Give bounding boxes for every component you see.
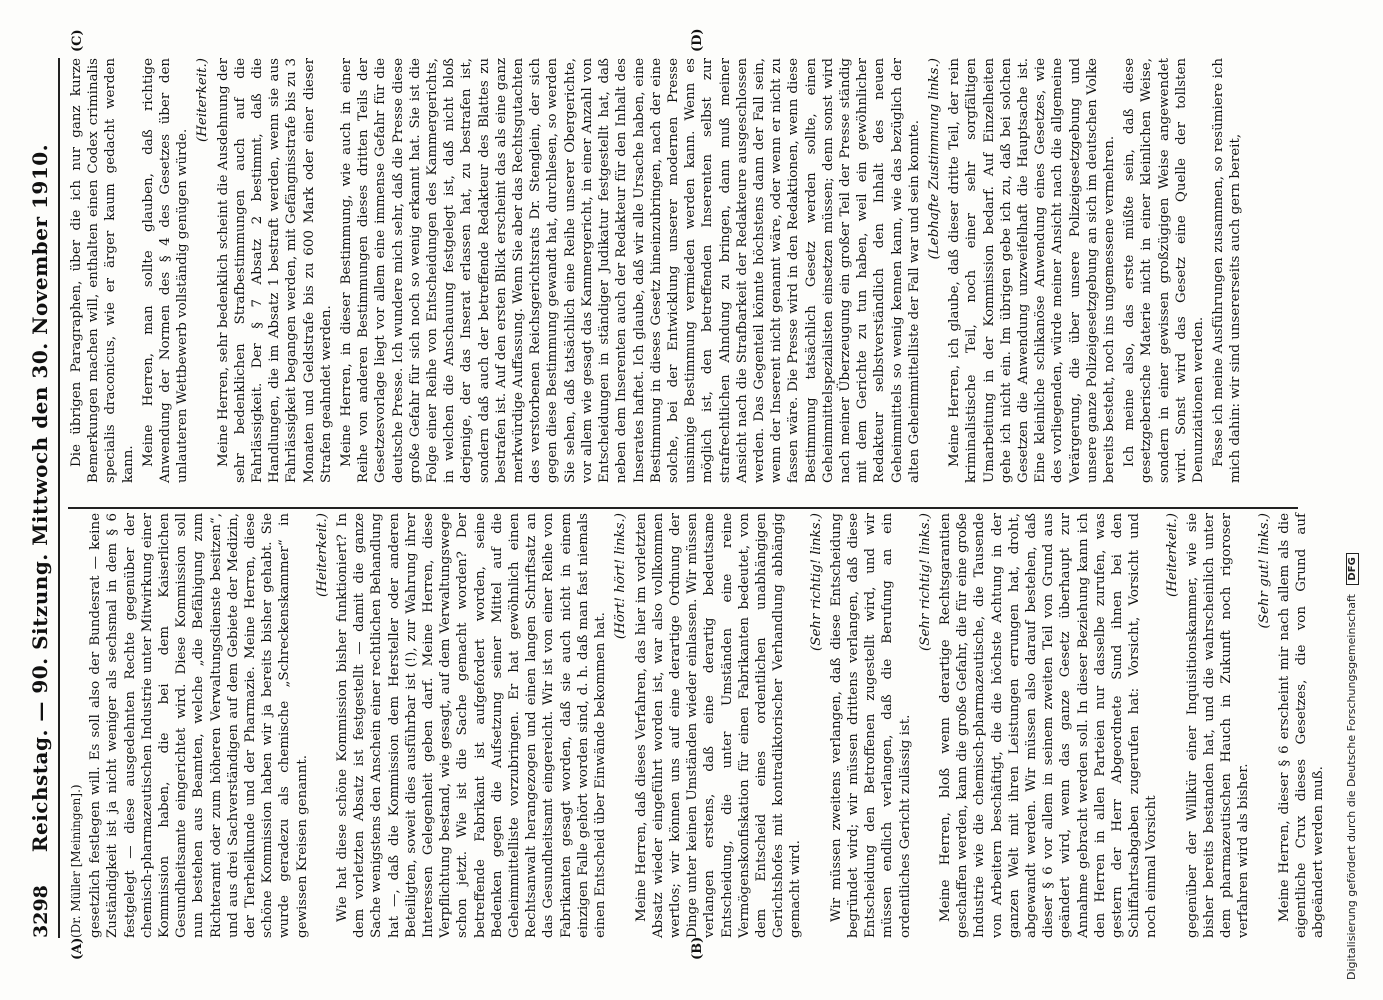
paragraph: Meine Herren, daß dieses Verfahren, das hier im vorletzten Absatz wieder eingeführt worden ist, war also vollkommen wertlos; wir können uns auf eine derartige Ordnung der Dinge unter keinen Umständen wieder einlassen. Wir müssen verlangen erstens, daß eine derartig bedeutsame Entscheidung, die unter Umständen eine reine Vermögenskonfiskation für einen Fabrikanten bedeutet, von dem Entscheid eines ordentlichen unabhängigen Gerichtshofes mit kontradiktorischer Verhandlung abhängig gemacht wird.: [633, 513, 804, 938]
paragraph: gesetzlich festlegen will. Es soll also der Bundesrat — keine Zuständigkeit ist ja nicht weniger als sechsmal in dem § 6 festgelegt — diese ausgedehnten Rechte gegenüber der chemisch-pharmazeutischen Industrie unter Mitwirkung einer Kommission haben, die bei dem Kaiserlichen Gesundheitsamte eingerichtet wird. Diese Kommission soll nun bestehen aus Beamten, welche „die Befähigung zum Richteramt oder zum höheren Verwaltungsdienste besitzen“, und aus drei Sachverständigen auf dem Gebiete der Medizin, der Tierheilkunde und der Pharmazie. Meine Herren, diese schöne Kommission haben wir ja bereits bisher gehabt. Sie wurde geradezu als chemische „Schreckenskammer“ in gewissen Kreisen genannt.: [88, 513, 310, 938]
column-divider: [68, 507, 1298, 509]
remark: (Heiterkeit.): [195, 58, 211, 142]
margin-mark-c: (C): [70, 29, 85, 52]
paragraph: Wie hat diese schöne Kommission bisher funktioniert? In dem vorletzten Absatz ist festgestellt — damit die ganze Sache wenigstens den Anschein einer rechtlichen Behandlung hat —, daß die Kommission dem Hersteller oder anderen Beteiligten, soweit dies ausführbar ist (!), zur Wahrung ihrer Interessen Gelegenheit geben darf. Meine Herren, diese Verpflichtung bestand, wie gesagt, auf dem Verwaltungswege schon jetzt. Wie ist die Sache gemacht worden? Der betreffende Fabrikant ist aufgefordert worden, seine Bedenken gegen die Aufsetzung seiner Mittel auf die Geheimmittelliste vorzubringen. Er hat gewöhnlich einen Rechtsanwalt herangezogen und einen langen Schriftsatz an das Gesundheitsamt eingereicht. Wir ist von einer Reihe von Fabrikanten gesagt worden, daß sie auch nicht in einem einzigen Falle gehört worden sind, d. h. daß man fast niemals einen Entscheid über Einwände bekommen hat.: [335, 513, 609, 938]
remark: (Hört! hört! links.): [613, 513, 629, 640]
remark: (Lebhafte Zustimmung links.): [926, 58, 942, 260]
paragraph: Wir müssen zweitens verlangen, daß diese Entscheidung begründet wird; wir müssen drittens verlangen, daß diese Entscheidung den Betroffenen zugestellt wird, und wir müssen endlich verlangen, daß die Berufung an ein ordentliches Gericht zulässig ist.: [828, 513, 913, 938]
paragraph: Meine Herren, sehr bedenklich scheint die Ausdehnung der sehr bedenklichen Strafbestimmungen auch auf die Fahrlässigkeit. Der § 7 Absatz 2 bestimmt, daß die Handlungen, die im Absatz 1 bestraft werden, wenn sie aus Fahrlässigkeit begangen werden, mit Gefängnisstrafe bis zu 3 Monaten und Geldstrafe bis zu 600 Mark oder einer dieser Strafen geahndet werden.: [215, 58, 334, 483]
page-title: Reichstag. — 90. Sitzung. Mittwoch den 30. November 1910.: [28, 143, 52, 853]
paragraph: Meine Herren, dieser § 6 erscheint mir nach allem als die eigentliche Crux dieses Gesetzes, die von Grund auf abgeändert werden muß.: [1276, 513, 1327, 938]
paragraph: Meine Herren, ich glaube, daß dieser dritte Teil, der rein kriminalistische Teil, noch einer sehr sorgfältigen Umarbeitung in der Kommission bedarf. Auf Einzelheiten gehe ich nicht ein. Im übrigen gebe ich zu, daß bei solchen Gesetzen die Anwendung unzweifelhaft die Hauptsache ist. Eine kleinliche schikanöse Anwendung eines Gesetzes, wie des vorliegenden, würde meiner Ansicht nach die allgemeine Verärgerung, die über unsere Polizeigesetzgebung und unsere ganze Polizeigesetzgebung an sich im deutschen Volke bereits besteht, noch ins ungemessene vermehren.: [947, 58, 1117, 483]
paragraph: Meine Herren, man sollte glauben, daß richtige Anwendung der Normen des § 4 des Gesetzes über den unlauteren Wettbewerb vollständig genügen würde.: [140, 58, 191, 483]
margin-mark-b: (B): [690, 936, 705, 960]
remark: (Sehr gut! links.): [1256, 513, 1272, 629]
remark: (Sehr richtig! links.): [917, 513, 933, 651]
speaker-line: (Dr. Müller [Meiningen].): [69, 784, 83, 938]
digitization-credit: [1345, 25, 1359, 980]
margin-mark-a: (A): [70, 937, 85, 960]
paragraph: gegenüber der Willkür einer Inquisitionskammer, wie sie bisher bereits bestanden hat, und die wahrscheinlich unter dem pharmazeutischen Hauch in Zukunft noch rigoroser verfahren wird als bisher.: [1184, 513, 1252, 938]
remark: (Heiterkeit.): [1164, 513, 1180, 597]
paragraph: Ich meine also, das erste müßte sein, daß diese gesetzgeberische Materie nicht in einer kleinlichen Weise, sondern in einer gewissen großzügigen Weise angewendet wird. Sonst wird das Gesetz eine Quelle der tollsten Denunziationen werden.: [1122, 58, 1206, 483]
remark: (Heiterkeit.): [314, 513, 330, 597]
header-rule: [58, 58, 60, 938]
credit-text: Digitalisierung gefördert durch die Deutsche Forschungsgemeinschaft: [1345, 594, 1358, 980]
paragraph: Meine Herren, in dieser Bestimmung, wie auch in einer Reihe von anderen Bestimmungen dieses dritten Teils der Gesetzesvorlage liegt vor allem eine immense Gefahr für die deutsche Presse. Ich wundere mich sehr, daß die Presse diese große Gefahr für sich noch so wenig erkannt hat. Sie ist die Folge einer Reihe von Entscheidungen des Kammergerichts, in welchen die Anschauung festgelegt ist, daß nicht bloß derjenige, der das Inserat erlassen hat, zu bestrafen ist, sondern daß auch der betreffende Redakteur des Blattes zu bestrafen ist. Auf den ersten Blick erscheint das als eine ganz merkwürdige Auffassung. Wenn Sie aber das Rechtsgutachten des verstorbenen Reichsgerichtsrats Dr. Stenglein, der sich gegen diese Bestimmung gewandt hat, durchlesen, so werden Sie sehen, daß tatsächlich eine Reihe unserer Obergerichte, vor allem wie gesagt das Kammergericht, in einer Anzahl von Entscheidungen in ständiger Judikatur festgestellt hat, daß neben dem Inserenten auch der Redakteur für den Inhalt des Inserates haftet. Ich glaube, daß wir alle Ursache haben, eine Bestimmung in dieses Gesetz hineinzubringen, nach der eine solche, bei der Entwicklung unserer modernen Presse unsinnige Bestimmung vermieden werden kann. Wenn es möglich ist, den betreffenden Inserenten selbst zur strafrechtlichen Ahndung zu bringen, dann muß meiner Ansicht nach die Strafbarkeit der Redakteure ausgeschlossen werden. Das Gegenteil könnte höchstens dann der Fall sein, wenn der Inserent nicht genannt wäre, oder wenn er nicht zu fassen wäre. Die Presse wird in den Redaktionen, wenn diese Bestimmung tatsächlich Gesetz werden sollte, einen Geheimmittelspezialisten einsetzen müssen; denn sonst wird nach meiner Überzeugung ein großer Teil der Presse ständig mit dem Gerichte zu tun haben, weil ein gewöhnlicher Redakteur selbstverständlich den Inhalt des neuen Geheimmittels so wenig kennen kann, wie das bezüglich der alten Geheimmittelliste der Fall war und sein konnte.: [339, 58, 922, 483]
right-column: [68, 58, 1300, 483]
left-column: [68, 513, 1327, 938]
paragraph: Die übrigen Paragraphen, über die ich nur ganz kurze Bemerkungen machen will, enthalten einen Codex criminalis specialis draconicus, wie er ärger kaum gedacht werden kann.: [69, 58, 136, 483]
paragraph: Meine Herren, bloß wenn derartige Rechtsgarantien geschaffen werden, kann die große Gefahr, die für eine große Industrie wie die chemisch-pharmazeutische, die Tausende von Arbeitern beschäftigt, die die höchste Achtung in der ganzen Welt mit ihren Leistungen errungen hat, droht, abgewandt werden. Wir müssen also darauf bestehen, daß dieser § 6 vor allem in seinem zweiten Teil von Grund aus geändert wird, wenn das ganze Gesetz überhaupt zur Annahme gebracht werden soll. In dieser Beziehung kann ich den Herren in allen Parteien nur dasselbe zurufen, was gestern der Herr Abgeordnete Sund ihnen bei den Schiffahrtsabgaben zugerufen hat: Vorsicht, Vorsicht und noch einmal Vorsicht: [937, 513, 1160, 938]
remark: (Sehr richtig! links.): [808, 513, 824, 651]
margin-mark-d: (D): [690, 28, 705, 52]
page-header: [22, 58, 62, 938]
paragraph: Fasse ich meine Ausführungen zusammen, so resümiere ich mich dahin: wir sind unsererseits auch gern bereit,: [1211, 58, 1244, 483]
page-number: 3298: [30, 885, 52, 938]
dfg-logo: DFG: [1346, 553, 1359, 584]
